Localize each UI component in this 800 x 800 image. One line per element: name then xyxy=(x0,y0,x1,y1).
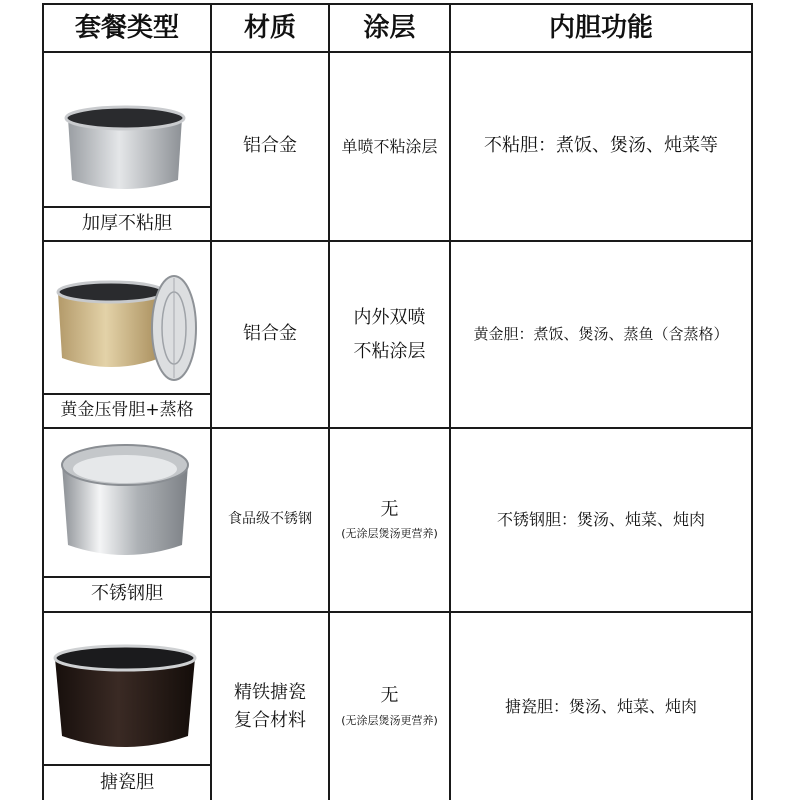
coating-cell xyxy=(330,429,449,611)
function-cell xyxy=(451,613,751,800)
coating-text-line2: 不粘涂层 xyxy=(353,340,426,362)
table-border xyxy=(751,3,753,800)
material-text: 铝合金 xyxy=(243,135,297,157)
stainless-steel-pot-icon xyxy=(56,437,194,567)
material-cell xyxy=(212,242,328,427)
coating-cell xyxy=(330,613,449,800)
function-text: 搪瓷胆：煲汤、炖菜、炖肉 xyxy=(504,696,697,716)
function-text: 黄金胆：煮饭、煲汤、蒸鱼（含蒸格） xyxy=(473,325,729,344)
header-function: 内胆功能 xyxy=(548,12,653,43)
coating-cell xyxy=(330,242,449,427)
material-cell xyxy=(212,429,328,611)
function-cell xyxy=(451,429,751,611)
material-text: 食品级不锈钢 xyxy=(228,511,312,528)
coating-text: 无 xyxy=(380,685,399,707)
package-name: 加厚不粘胆 xyxy=(82,212,172,234)
function-cell xyxy=(451,242,751,427)
nonstick-inner-pot-icon xyxy=(60,100,190,200)
gold-pot-with-steamer-icon xyxy=(52,272,202,384)
material-cell xyxy=(212,53,328,240)
package-name: 黄金压骨胆+蒸格 xyxy=(60,400,194,421)
coating-text-line1: 内外双喷 xyxy=(353,306,426,328)
function-cell xyxy=(451,53,751,240)
package-name: 搪瓷胆 xyxy=(100,771,154,793)
header-material: 材质 xyxy=(243,12,296,43)
enamel-pot-icon xyxy=(50,640,200,756)
coating-note: (无涂层煲汤更营养) xyxy=(341,527,438,541)
coating-text: 无 xyxy=(380,498,399,520)
function-text: 不粘胆：煮饭、煲汤、炖菜等 xyxy=(484,135,718,157)
material-text-line2: 复合材料 xyxy=(234,709,306,731)
material-text-line1: 精铁搪瓷 xyxy=(234,681,306,703)
coating-text: 单喷不粘涂层 xyxy=(341,136,438,156)
coating-note: (无涂层煲汤更营养) xyxy=(341,713,438,727)
material-cell xyxy=(212,613,328,800)
material-text: 铝合金 xyxy=(243,323,297,345)
coating-cell xyxy=(330,53,449,240)
header-package-type: 套餐类型 xyxy=(74,12,179,43)
package-name: 不锈钢胆 xyxy=(91,583,163,605)
header-coating: 涂层 xyxy=(363,12,416,43)
function-text: 不锈钢胆：煲汤、炖菜、炖肉 xyxy=(496,510,705,529)
